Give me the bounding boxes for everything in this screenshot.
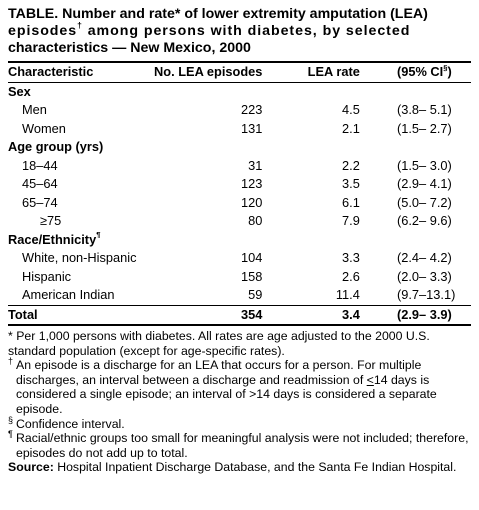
group-row-race bbox=[8, 231, 471, 250]
footnote-3-text: Confidence interval. bbox=[16, 416, 125, 431]
row-ci: (9.7–13.1) bbox=[397, 287, 456, 302]
title-line-2-end: among persons with diabetes, by selected bbox=[82, 23, 411, 39]
row-episodes: 131 bbox=[241, 120, 263, 136]
footnote-3 bbox=[8, 414, 471, 432]
table-row bbox=[8, 101, 471, 120]
row-episodes: 158 bbox=[241, 268, 263, 284]
footnote-mark-dagger: † bbox=[77, 20, 83, 30]
row-label: 18–44 bbox=[22, 157, 58, 173]
total-episodes: 354 bbox=[241, 306, 263, 322]
footnote-mark-section: § bbox=[443, 62, 448, 72]
source-text: Hospital Inpatient Discharge Database, and the Santa Fe Indian Hospital. bbox=[53, 460, 457, 475]
total-label: Total bbox=[8, 306, 38, 322]
row-ci: (5.0– 7.2) bbox=[397, 194, 452, 210]
row-rate: 7.9 bbox=[342, 213, 360, 228]
row-ci: (6.2– 9.6) bbox=[397, 213, 452, 228]
header-ci bbox=[360, 63, 471, 82]
table-row bbox=[8, 194, 471, 213]
row-label: American Indian bbox=[22, 287, 115, 302]
footnote-2-lte-symbol: < bbox=[366, 372, 374, 387]
footnote-mark-pilcrow: ¶ bbox=[8, 429, 13, 440]
table-row bbox=[8, 212, 471, 231]
footnotes bbox=[8, 329, 471, 475]
row-rate: 4.5 bbox=[342, 102, 360, 117]
row-ci: (2.9– 4.1) bbox=[397, 176, 452, 191]
row-rate: 11.4 bbox=[335, 287, 360, 302]
table-row bbox=[8, 249, 471, 268]
row-label: 45–64 bbox=[22, 176, 58, 191]
row-episodes: 104 bbox=[241, 250, 263, 265]
total-rate: 3.4 bbox=[342, 306, 360, 322]
footnote-4 bbox=[8, 431, 471, 460]
footnote-1-text: Per 1,000 persons with diabetes. All rates are age adjusted to the 2000 U.S. standard population (except for age-specific rates). bbox=[8, 329, 430, 358]
row-label: ≥75 bbox=[40, 213, 62, 228]
header-ci-label: (95% CI bbox=[397, 64, 444, 79]
table-row bbox=[8, 157, 471, 176]
row-ci: (2.0– 3.3) bbox=[397, 268, 452, 284]
row-episodes: 120 bbox=[241, 194, 263, 210]
data-table bbox=[8, 63, 471, 324]
header-ci-close: ) bbox=[447, 64, 452, 79]
title-line-2 bbox=[8, 20, 471, 40]
row-episodes: 223 bbox=[241, 102, 263, 117]
row-label: White, non-Hispanic bbox=[22, 250, 137, 265]
row-episodes: 31 bbox=[248, 157, 263, 173]
footnote-2-text-a: An episode is a discharge for an LEA that occurs for a person. For multiple discharges, an interval between a discharge and readmission of bbox=[16, 358, 422, 387]
row-episodes: 123 bbox=[241, 176, 263, 191]
header-rate: LEA rate bbox=[307, 64, 360, 79]
row-rate: 2.1 bbox=[342, 120, 360, 136]
row-label: Hispanic bbox=[22, 268, 72, 284]
header-row bbox=[8, 63, 471, 82]
row-label: Women bbox=[22, 120, 66, 136]
group-row-sex bbox=[8, 83, 471, 102]
group-row-age bbox=[8, 138, 471, 157]
row-rate: 6.1 bbox=[342, 194, 360, 210]
footnote-2 bbox=[8, 358, 471, 416]
group-label: Age group (yrs) bbox=[8, 139, 104, 154]
row-rate: 3.3 bbox=[342, 250, 360, 265]
table-row bbox=[8, 286, 471, 305]
header-episodes: No. LEA episodes bbox=[154, 64, 263, 79]
footnote-mark-pilcrow: ¶ bbox=[96, 230, 101, 240]
group-label-text: Race/Ethnicity bbox=[8, 231, 97, 247]
row-rate: 2.6 bbox=[342, 268, 360, 284]
row-rate: 3.5 bbox=[342, 176, 360, 191]
footnote-2-text-b: 14 days is considered a single episode; an interval of >14 days is considered a separate episode. bbox=[16, 372, 437, 416]
row-ci: (2.4– 4.2) bbox=[397, 250, 452, 265]
header-characteristic: Characteristic bbox=[8, 64, 94, 79]
table-row bbox=[8, 120, 471, 139]
bottom-rule bbox=[8, 324, 471, 326]
row-ci: (1.5– 2.7) bbox=[397, 120, 452, 136]
table-row bbox=[8, 268, 471, 287]
total-ci: (2.9– 3.9) bbox=[397, 306, 452, 322]
row-rate: 2.2 bbox=[342, 157, 360, 173]
source-note bbox=[8, 460, 471, 475]
table-row bbox=[8, 175, 471, 194]
row-episodes: 59 bbox=[248, 287, 263, 302]
title-line-2-start: episodes bbox=[8, 23, 78, 39]
group-label: Sex bbox=[8, 83, 31, 99]
row-label: Men bbox=[22, 102, 47, 117]
table-title bbox=[8, 6, 471, 57]
title-line-3: characteristics — New Mexico, 2000 bbox=[8, 40, 251, 56]
group-label bbox=[8, 231, 471, 250]
total-row bbox=[8, 306, 471, 325]
row-ci: (3.8– 5.1) bbox=[397, 102, 452, 117]
footnote-4-text: Racial/ethnic groups too small for meaningful analysis were not included; therefore, episodes do not add up to total. bbox=[16, 431, 469, 460]
title-line-1: TABLE. Number and rate* of lower extremity amputation (LEA) bbox=[8, 6, 428, 22]
footnote-mark-section: § bbox=[8, 414, 14, 425]
row-episodes: 80 bbox=[248, 213, 263, 228]
source-label: Source: bbox=[8, 460, 54, 475]
footnote-1 bbox=[8, 329, 471, 358]
footnote-mark-dagger: † bbox=[8, 356, 14, 367]
footnote-mark-asterisk: * bbox=[8, 329, 13, 343]
row-label: 65–74 bbox=[22, 194, 58, 210]
row-ci: (1.5– 3.0) bbox=[397, 157, 452, 173]
